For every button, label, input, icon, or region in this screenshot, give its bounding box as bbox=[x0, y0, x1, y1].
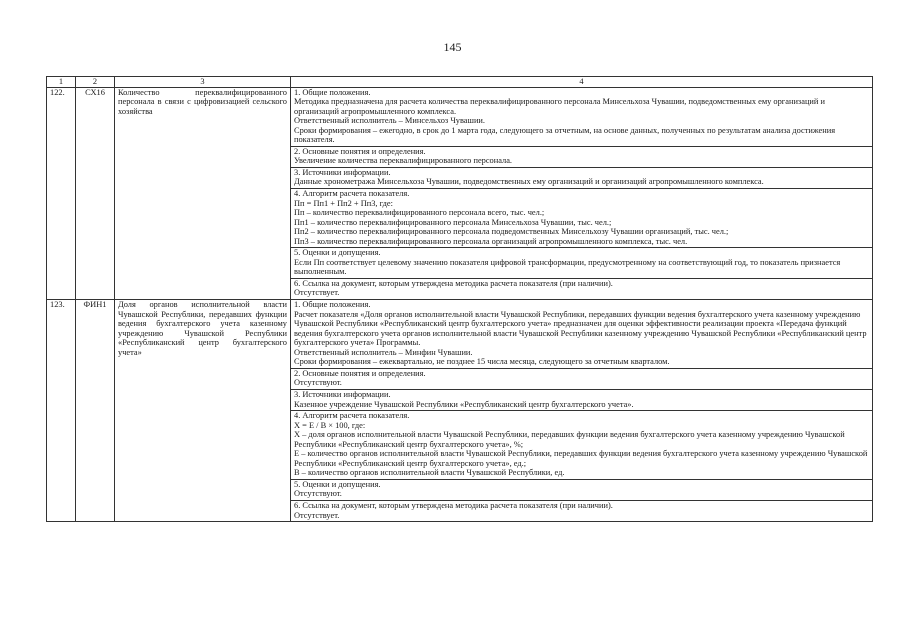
section-text: Пп = Пп1 + Пп2 + Пп3, где: bbox=[294, 198, 393, 208]
indicator-code: СХ16 bbox=[76, 87, 115, 299]
section-text: Данные хронометража Минсельхоза Чувашии, подведомственных ему организаций и организаций агропромышленного комплекса. bbox=[294, 177, 764, 187]
methodology-section bbox=[291, 147, 872, 168]
table-row bbox=[47, 300, 873, 522]
section-text: Сроки формирования – ежегодно, в срок до 1 марта года, следующего за отчетным, на основе данных, полученных по результатам анализа достижения показателя. bbox=[294, 125, 836, 145]
section-text: X – доля органов исполнительной власти Чувашской Республики, передавших функции ведения бухгалтерского учета казенному учреждению Чувашской Республики «Республиканский центр бухгалтерского учета», %; bbox=[294, 430, 845, 449]
section-heading: 2. Основные понятия и определения. bbox=[294, 368, 426, 378]
methodology-cell bbox=[291, 300, 873, 522]
section-heading: 5. Оценки и допущения. bbox=[294, 479, 381, 489]
table-header-row bbox=[47, 77, 873, 88]
section-text: Пп2 – количество переквалифицированного персонала подведомственных Минсельхозу Чувашии организаций, тыс. чел.; bbox=[294, 227, 729, 237]
methodology-section bbox=[291, 248, 872, 279]
row-number: 122. bbox=[47, 87, 76, 299]
methodology-section bbox=[291, 411, 872, 480]
section-text: Пп1 – количество переквалифицированного персонала Минсельхоза Чувашии, тыс. чел.; bbox=[294, 217, 612, 227]
methodology-section bbox=[291, 168, 872, 189]
section-text: Пп3 – количество переквалифицированного персонала организаций агропромышленного комплекса, тыс. чел. bbox=[294, 236, 688, 246]
methodology-section bbox=[291, 279, 872, 299]
section-heading: 4. Алгоритм расчета показателя. bbox=[294, 411, 410, 421]
section-text: Е – количество органов исполнительной власти Чувашской Республики, передавших функции ведения бухгалтерского учета казенному учреждению Чувашской Республики «Республиканский центр бухгалтерского учета», ед.; bbox=[294, 449, 868, 468]
page-number: 145 bbox=[443, 40, 462, 54]
methodology-section bbox=[291, 300, 872, 369]
section-text: Отсутствует. bbox=[294, 288, 340, 298]
table-row bbox=[47, 87, 873, 299]
section-heading: 1. Общие положения. bbox=[294, 300, 371, 310]
methodology-section bbox=[291, 189, 872, 248]
section-text: Отсутствует. bbox=[294, 510, 340, 520]
header-col-4: 4 bbox=[291, 77, 873, 88]
section-heading: 6. Ссылка на документ, которым утверждена методика расчета показателя (при наличии). bbox=[294, 500, 613, 510]
section-text: Казенное учреждение Чувашской Республики «Республиканский центр бухгалтерского учета». bbox=[294, 399, 634, 409]
section-heading: 3. Источники информации. bbox=[294, 389, 391, 399]
methodology-section bbox=[291, 480, 872, 501]
section-heading: 6. Ссылка на документ, которым утверждена методика расчета показателя (при наличии). bbox=[294, 278, 613, 288]
indicator-table bbox=[46, 76, 873, 522]
indicator-code: ФИН1 bbox=[76, 300, 115, 522]
section-heading: 3. Источники информации. bbox=[294, 167, 391, 177]
indicator-name: Доля органов исполнительной власти Чувашской Республики, передавших функции ведения бухгалтерского учета казенному учреждению Чувашской Республики «Республиканский центр бухгалтерского учета» bbox=[115, 300, 291, 522]
methodology-section bbox=[291, 501, 872, 521]
section-heading: 4. Алгоритм расчета показателя. bbox=[294, 189, 410, 199]
section-text: Увеличение количества переквалифицированного персонала. bbox=[294, 156, 513, 166]
indicator-name: Количество переквалифицированного персонала в связи с цифровизацией сельского хозяйства bbox=[115, 87, 291, 299]
section-text: В – количество органов исполнительной власти Чувашской Республики, ед. bbox=[294, 468, 565, 478]
section-text: X = Е / В × 100, где: bbox=[294, 420, 366, 430]
section-text: Ответственный исполнитель – Минсельхоз Чувашии. bbox=[294, 116, 486, 126]
section-text: Методика предназначена для расчета количества переквалифицированного персонала Минсельхоза Чувашии, подведомственных ему организаций и организаций агропромышленного комплекса. bbox=[294, 97, 825, 116]
methodology-cell bbox=[291, 87, 873, 299]
section-heading: 5. Оценки и допущения. bbox=[294, 248, 381, 258]
section-heading: 1. Общие положения. bbox=[294, 87, 371, 97]
header-col-1: 1 bbox=[47, 77, 76, 88]
header-col-3: 3 bbox=[115, 77, 291, 88]
section-heading: 2. Основные понятия и определения. bbox=[294, 146, 426, 156]
section-text: Отсутствуют. bbox=[294, 378, 342, 388]
section-text: Пп – количество переквалифицированного персонала всего, тыс. чел.; bbox=[294, 208, 545, 218]
methodology-section bbox=[291, 390, 872, 411]
section-text: Отсутствуют. bbox=[294, 489, 342, 499]
section-text: Ответственный исполнитель – Минфин Чувашии. bbox=[294, 347, 473, 357]
header-col-2: 2 bbox=[76, 77, 115, 88]
methodology-section bbox=[291, 369, 872, 390]
row-number: 123. bbox=[47, 300, 76, 522]
methodology-section bbox=[291, 88, 872, 147]
section-text: Сроки формирования – ежеквартально, не позднее 15 числа месяца, следующего за отчетным кварталом. bbox=[294, 357, 670, 367]
section-text: Расчет показателя «Доля органов исполнительной власти Чувашской Республики, передавших функции ведения бухгалтерского учета казенному учреждению Чувашской Республики «Республиканский центр бухгалтерского учета» предназначен для оценки эффективности реализации проекта «Передача функций ведения бухгалтерского учета органов исполнительной власти Чувашской Республики казенному учреждению Чувашской Республики «Республиканский центр бухгалтерского учета» Программы. bbox=[294, 309, 867, 348]
section-text: Если Пп соответствует целевому значению показателя цифровой трансформации, предусмотренному на соответствующий год, то показатель признается выполненным. bbox=[294, 257, 841, 277]
